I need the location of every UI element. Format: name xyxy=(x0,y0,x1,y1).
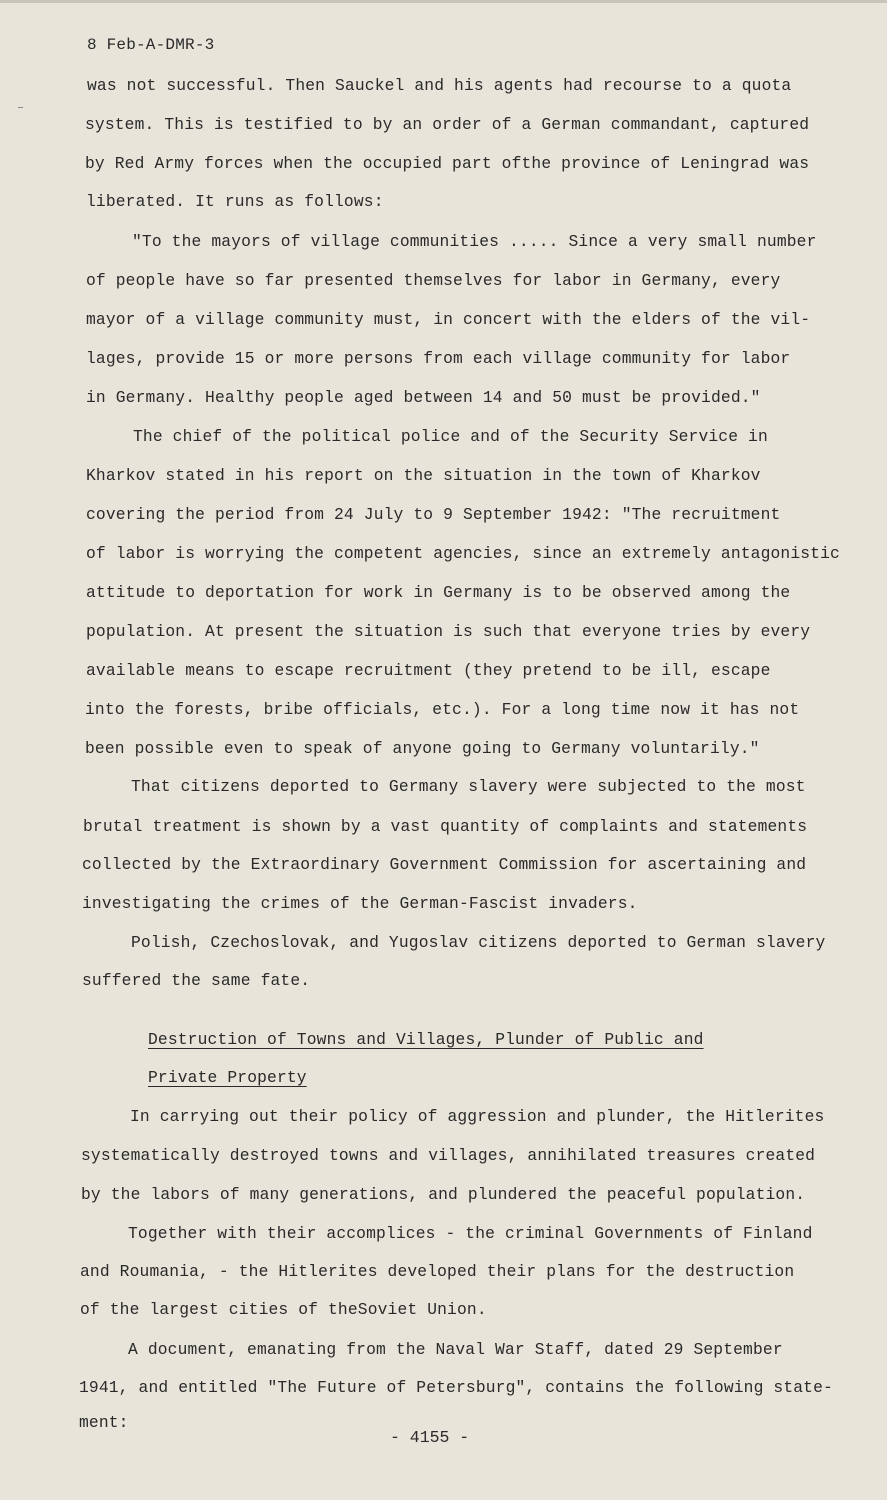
text-line: available means to escape recruitment (they pretend to be ill, escape xyxy=(86,661,771,680)
text-line: liberated. It runs as follows: xyxy=(86,192,384,211)
text-line: Kharkov stated in his report on the situation in the town of Kharkov xyxy=(86,466,761,485)
text-line: A document, emanating from the Naval War Staff, dated 29 September xyxy=(128,1340,783,1359)
text-line: of the largest cities of theSoviet Union. xyxy=(80,1300,487,1319)
margin-mark xyxy=(18,107,23,108)
text-line: That citizens deported to Germany slavery were subjected to the most xyxy=(131,777,806,796)
text-line: Polish, Czechoslovak, and Yugoslav citizens deported to German slavery xyxy=(131,933,826,952)
page-number: - 4155 - xyxy=(390,1428,470,1447)
text-line: covering the period from 24 July to 9 September 1942: "The recruitment xyxy=(86,505,781,524)
text-line: brutal treatment is shown by a vast quantity of complaints and statements xyxy=(83,817,808,836)
text-line: in Germany. Healthy people aged between 14 and 50 must be provided." xyxy=(86,388,761,407)
section-heading: Destruction of Towns and Villages, Plunder of Public and xyxy=(148,1030,704,1049)
text-line: 1941, and entitled "The Future of Petersburg", contains the following state- xyxy=(79,1378,833,1397)
text-line: systematically destroyed towns and villages, annihilated treasures created xyxy=(81,1146,816,1165)
text-line: collected by the Extraordinary Government Commission for ascertaining and xyxy=(82,855,807,874)
text-line: by the labors of many generations, and plundered the peaceful population. xyxy=(81,1185,806,1204)
text-line: into the forests, bribe officials, etc.). For a long time now it has not xyxy=(85,700,800,719)
text-line: attitude to deportation for work in Germany is to be observed among the xyxy=(86,583,791,602)
text-line: In carrying out their policy of aggression and plunder, the Hitlerites xyxy=(130,1107,825,1126)
text-line: and Roumania, - the Hitlerites developed their plans for the destruction xyxy=(80,1262,795,1281)
text-line: lages, provide 15 or more persons from each village community for labor xyxy=(86,349,791,368)
text-line: been possible even to speak of anyone going to Germany voluntarily." xyxy=(85,739,760,758)
text-line: Together with their accomplices - the criminal Governments of Finland xyxy=(128,1224,813,1243)
text-line: ment: xyxy=(79,1413,129,1432)
text-line: "To the mayors of village communities ..... Since a very small number xyxy=(132,232,817,251)
text-line: The chief of the political police and of the Security Service in xyxy=(133,427,768,446)
text-line: of people have so far presented themselves for labor in Germany, every xyxy=(86,271,781,290)
document-header: 8 Feb-A-DMR-3 xyxy=(87,36,215,54)
text-line: by Red Army forces when the occupied part ofthe province of Leningrad was xyxy=(85,154,810,173)
text-line: was not successful. Then Sauckel and his agents had recourse to a quota xyxy=(87,76,792,95)
section-heading: Private Property xyxy=(148,1068,307,1087)
text-line: suffered the same fate. xyxy=(82,971,311,990)
text-line: population. At present the situation is such that everyone tries by every xyxy=(86,622,811,641)
text-line: investigating the crimes of the German-Fascist invaders. xyxy=(82,894,638,913)
text-line: mayor of a village community must, in concert with the elders of the vil- xyxy=(86,310,811,329)
text-line: system. This is testified to by an order of a German commandant, captured xyxy=(85,115,810,134)
page-top-edge xyxy=(0,0,887,3)
text-line: of labor is worrying the competent agencies, since an extremely antagonistic xyxy=(86,544,840,563)
